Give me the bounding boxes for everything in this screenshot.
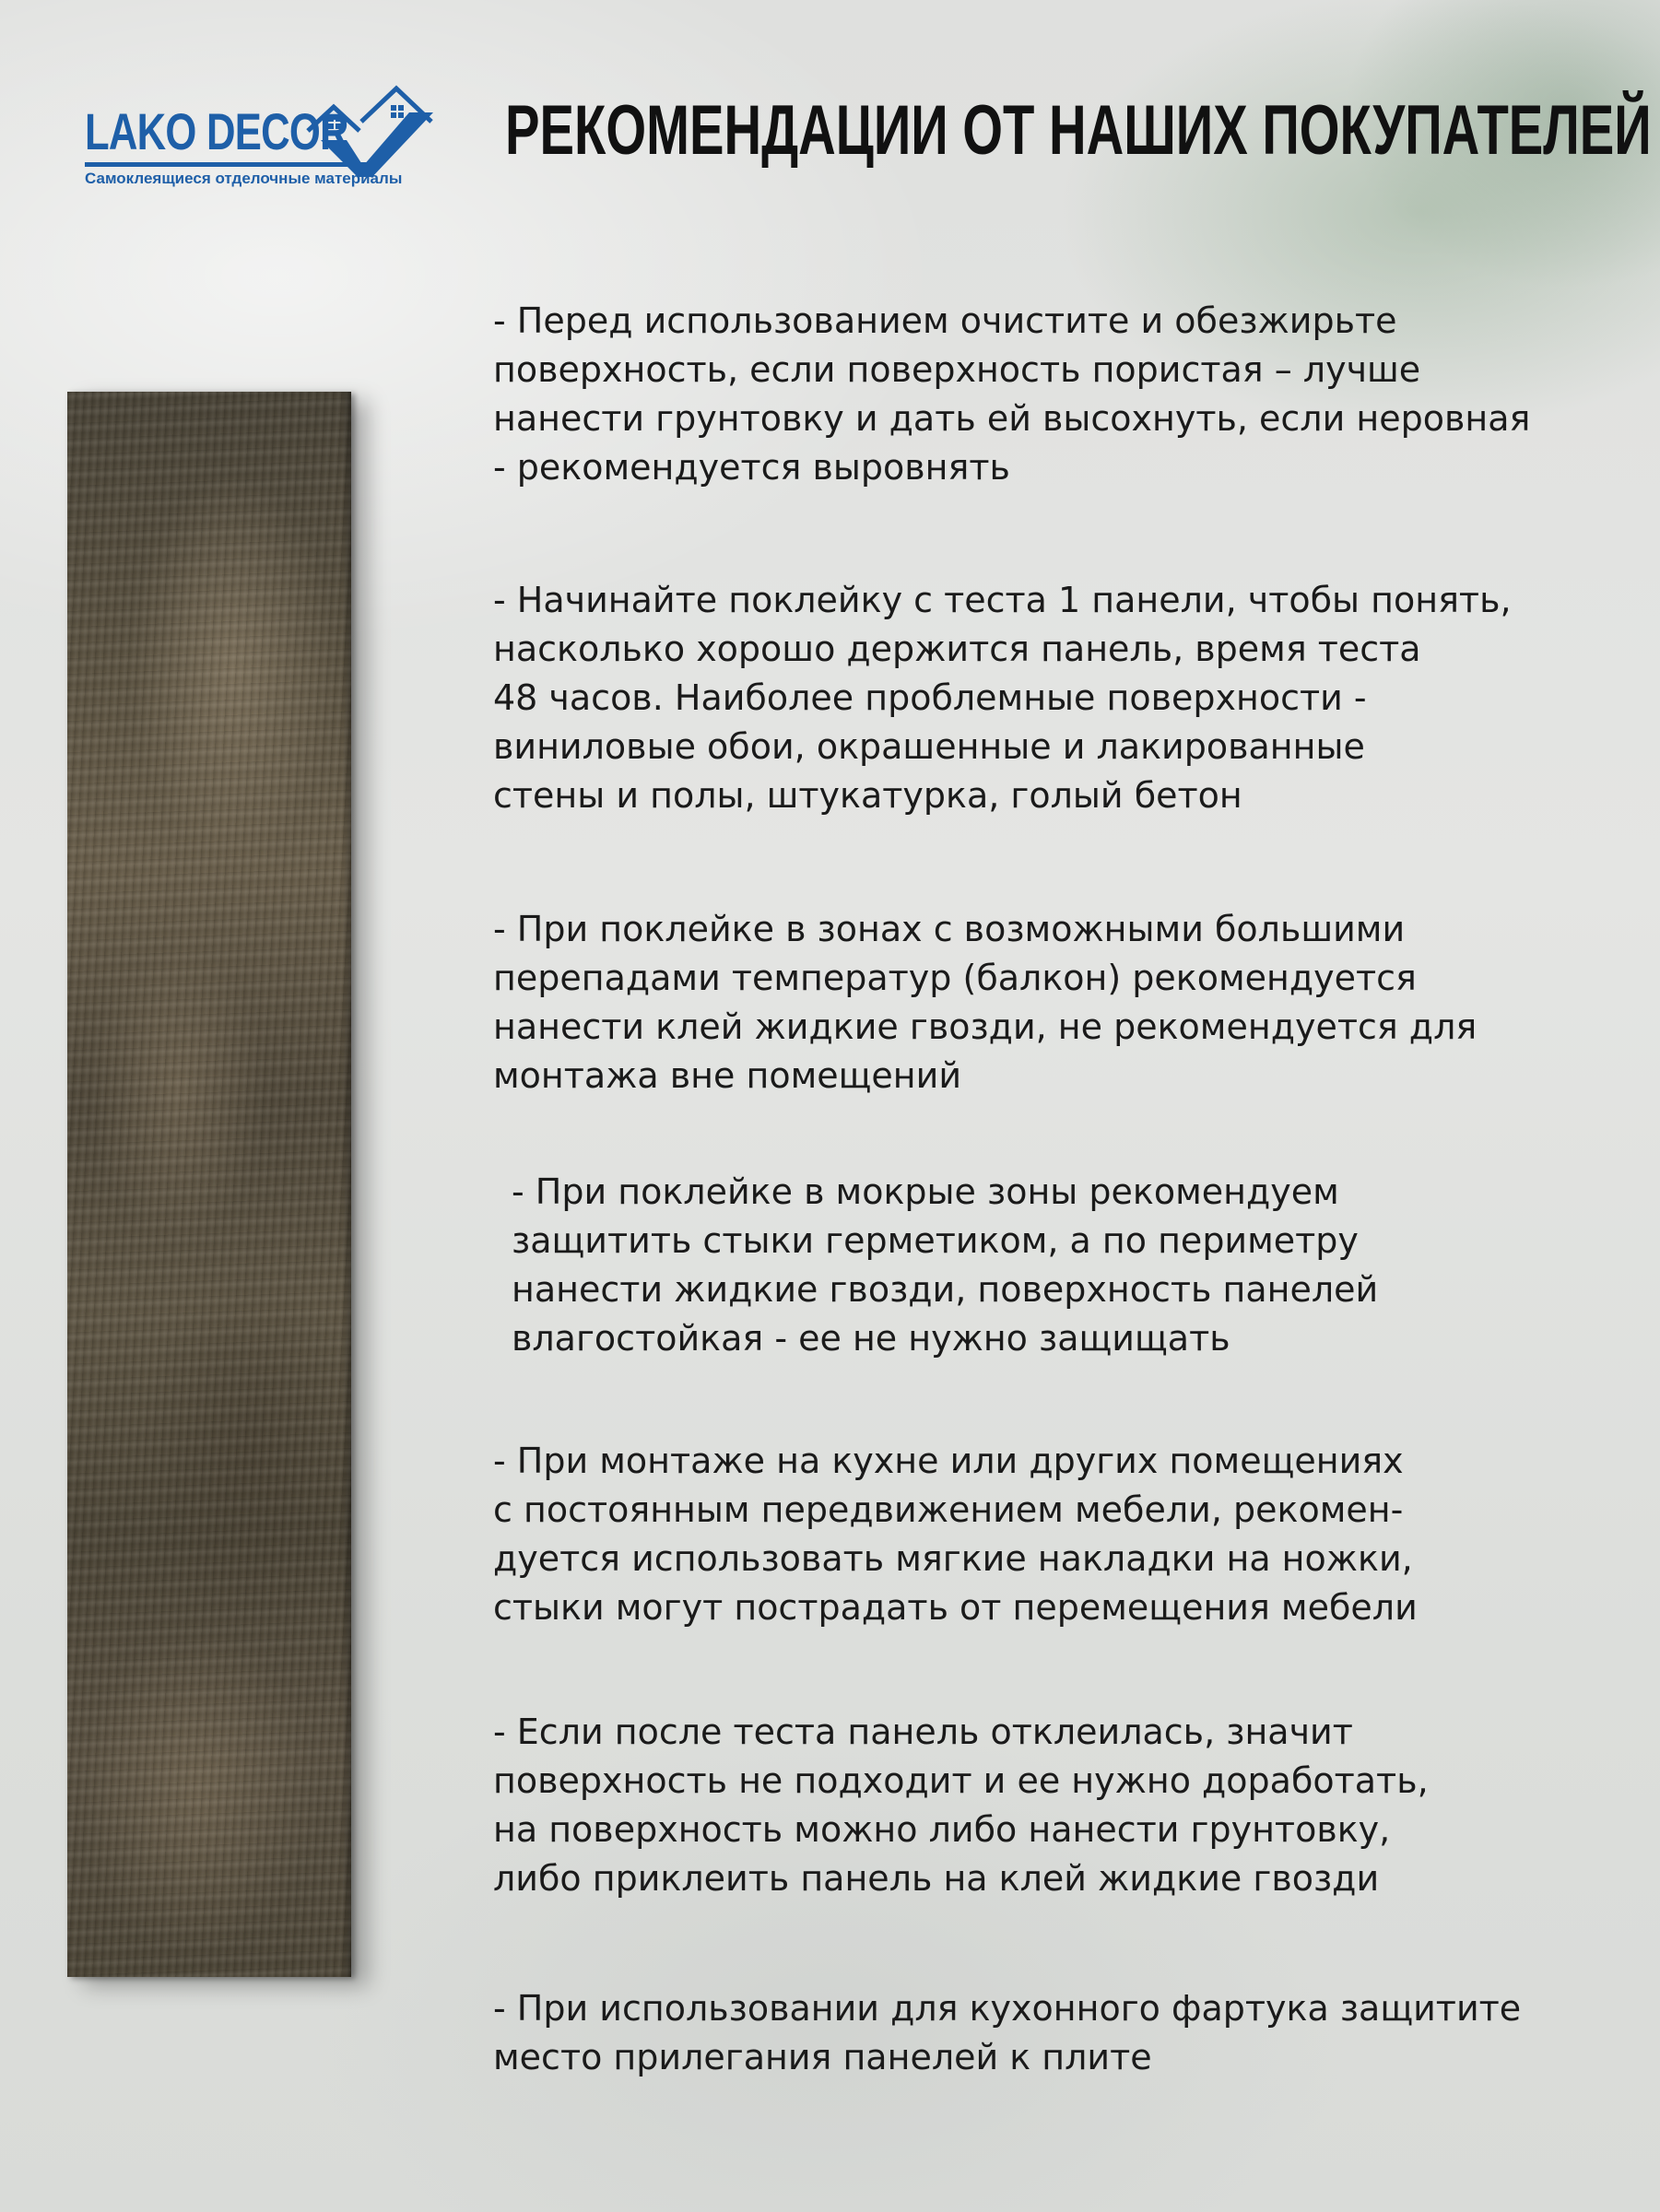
recommendation-line: виниловые обои, окрашенные и лакированные xyxy=(493,726,1365,767)
recommendation-line: нанести грунтовку и дать ей высохнуть, если неровная xyxy=(493,398,1531,439)
recommendation-line: - Перед использованием очистите и обезжирьте xyxy=(493,300,1397,341)
stone-texture-panel-sample xyxy=(67,392,351,1977)
recommendation-line: дуется использовать мягкие накладки на ножки, xyxy=(493,1538,1413,1579)
recommendation-line: защитить стыки герметиком, а по периметру xyxy=(512,1220,1359,1261)
panel-edge-shading xyxy=(342,392,351,1977)
recommendation-line: нанести жидкие гвозди, поверхность панелей xyxy=(512,1269,1379,1310)
recommendation-line: - Начинайте поклейку с теста 1 панели, чтобы понять, xyxy=(493,580,1512,620)
recommendation-line: - При поклейке в зонах с возможными большими xyxy=(493,909,1406,949)
recommendation-line: насколько хорошо держится панель, время теста xyxy=(493,629,1421,669)
recommendation-item xyxy=(493,905,1477,1100)
recommendation-line: поверхность, если поверхность пористая – лучше xyxy=(493,349,1421,390)
recommendation-line: стыки могут пострадать от перемещения мебели xyxy=(493,1587,1418,1628)
recommendation-line: влагостойкая - ее не нужно защищать xyxy=(512,1318,1230,1359)
recommendation-line: перепадами температур (балкон) рекомендуется xyxy=(493,958,1417,998)
recommendation-item xyxy=(512,1168,1378,1363)
recommendation-line: на поверхность можно либо нанести грунтовку, xyxy=(493,1809,1391,1850)
recommendation-item xyxy=(493,297,1530,492)
recommendation-line: поверхность не подходит и ее нужно доработать, xyxy=(493,1760,1429,1801)
brand-tagline: Самоклеящиеся отделочные материалы xyxy=(85,170,403,187)
recommendation-line: стены и полы, штукатурка, голый бетон xyxy=(493,775,1242,816)
recommendation-line: с постоянным передвижением мебели, рекомен- xyxy=(493,1489,1404,1530)
brand-name: LAKO DECOR xyxy=(85,102,348,160)
recommendation-line: - При использовании для кухонного фартука защитите xyxy=(493,1988,1522,2029)
recommendation-line: - рекомендуется выровнять xyxy=(493,447,1010,488)
recommendation-item xyxy=(493,1437,1418,1632)
page-title: РЕКОМЕНДАЦИИ ОТ НАШИХ ПОКУПАТЕЛЕЙ xyxy=(505,91,1652,170)
recommendation-line: либо приклеить панель на клей жидкие гвозди xyxy=(493,1858,1380,1899)
recommendation-line: - При поклейке в мокрые зоны рекомендуем xyxy=(512,1171,1339,1212)
recommendation-item xyxy=(493,1708,1429,1903)
recommendation-line: - Если после теста панель отклеилась, значит xyxy=(493,1712,1353,1752)
brand-underline xyxy=(85,162,372,167)
recommendation-line: нанести клей жидкие гвозди, не рекомендуется для xyxy=(493,1006,1478,1047)
recommendation-item xyxy=(493,1984,1521,2082)
recommendation-line: - При монтаже на кухне или других помещениях xyxy=(493,1441,1404,1481)
recommendation-line: место прилегания панелей к плите xyxy=(493,2037,1152,2077)
recommendation-line: 48 часов. Наиболее проблемные поверхности - xyxy=(493,677,1367,718)
recommendation-line: монтажа вне помещений xyxy=(493,1055,962,1096)
recommendation-item xyxy=(493,576,1512,820)
brand-logo xyxy=(77,66,446,195)
